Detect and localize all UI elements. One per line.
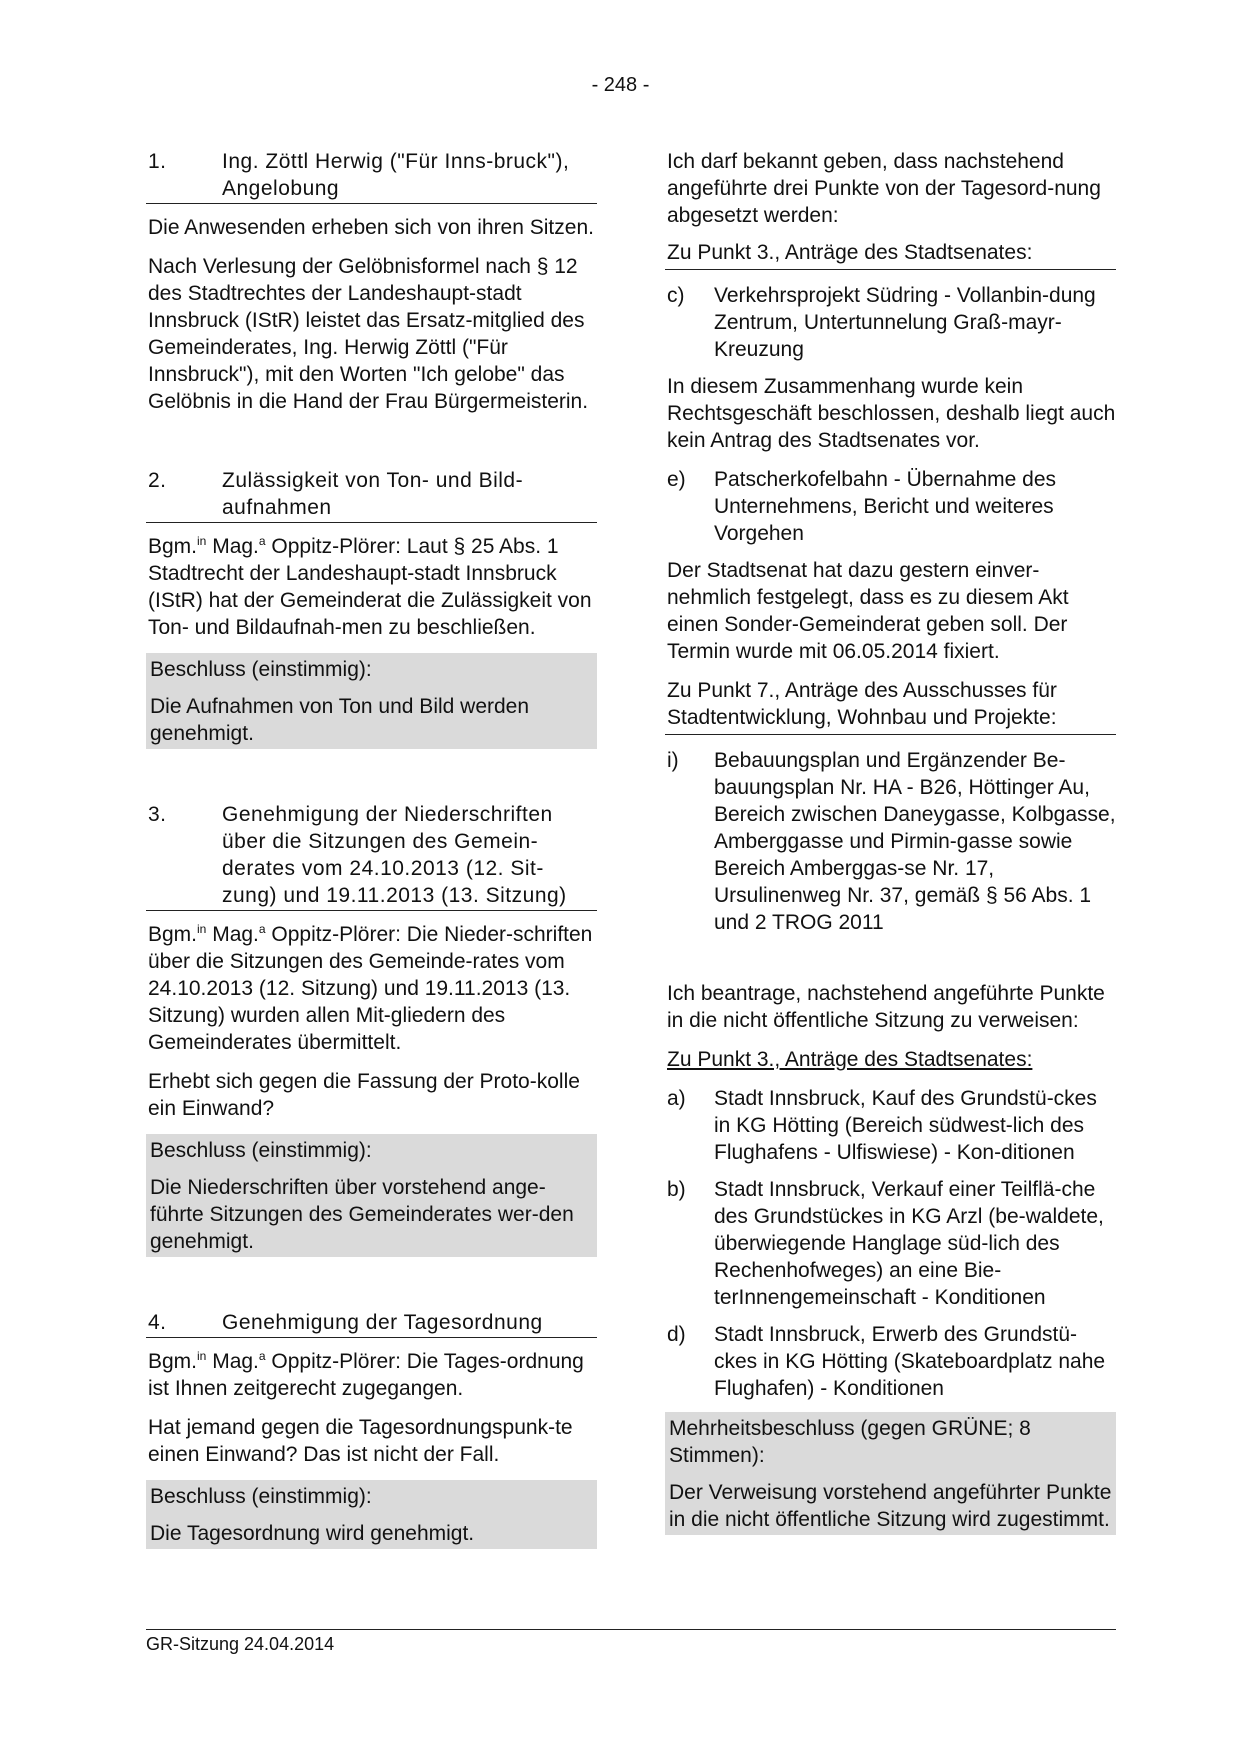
superscript: in	[197, 1349, 207, 1363]
paragraph: Ich beantrage, nachstehend angeführte Punkte in die nicht öffentliche Sitzung zu verweisen:	[667, 982, 1105, 1032]
list-item	[665, 282, 1116, 363]
list-item-label: e)	[667, 468, 686, 491]
section-number: 1.	[148, 150, 167, 173]
page-footer: GR-Sitzung 24.04.2014	[146, 1629, 1116, 1655]
speaker-title-bgm: Bgm.	[148, 1350, 198, 1373]
list-item-label: b)	[667, 1178, 686, 1201]
paragraph: Hat jemand gegen die Tagesordnungspunk-te einen Einwand? Das ist nicht der Fall.	[148, 1416, 573, 1466]
decision-label: Beschluss (einstimmig):	[150, 658, 372, 681]
section-number: 2.	[148, 469, 167, 492]
list-item-text: Stadt Innsbruck, Kauf des Grundstü-ckes in KG Hötting (Bereich südwest-lich des Flughafens - Ulfiswiese) - Kon-ditionen	[714, 1087, 1097, 1164]
underlined-subheading: Zu Punkt 3., Anträge des Stadtsenates:	[667, 1048, 1033, 1071]
list-item	[665, 466, 1116, 547]
section-number: 3.	[148, 803, 167, 826]
speaker-paragraph	[146, 921, 597, 1056]
section-heading-2	[146, 467, 597, 523]
decision-box	[665, 1412, 1116, 1535]
speaker-paragraph	[146, 1348, 597, 1402]
speaker-title-mag: Mag.	[212, 923, 259, 946]
list-item-text: Patscherkofelbahn - Übernahme des Unternehmens, Bericht und weiteres Vorgehen	[714, 468, 1057, 545]
list-item	[665, 1176, 1116, 1311]
section-title: Zulässigkeit von Ton- und Bild-aufnahmen	[222, 469, 524, 519]
subheading: Zu Punkt 3., Anträge des Stadtsenates:	[665, 239, 1116, 270]
superscript: a	[258, 1349, 266, 1363]
decision-text: Der Verweisung vorstehend angeführter Punkte in die nicht öffentliche Sitzung wird zugestimmt.	[669, 1481, 1112, 1531]
list-item-label: i)	[667, 749, 679, 772]
section-number: 4.	[148, 1311, 167, 1334]
decision-box	[146, 1480, 597, 1549]
speaker-title-mag: Mag.	[212, 535, 259, 558]
superscript: a	[258, 534, 266, 548]
decision-label: Beschluss (einstimmig):	[150, 1485, 372, 1508]
decision-label: Beschluss (einstimmig):	[150, 1139, 372, 1162]
paragraph: In diesem Zusammenhang wurde kein Rechtsgeschäft beschlossen, deshalb liegt auch kein Antrag des Stadtsenates vor.	[667, 375, 1116, 452]
decision-box	[146, 1134, 597, 1257]
speaker-title-mag: Mag.	[212, 1350, 259, 1373]
decision-text: Die Niederschriften über vorstehend ange-führte Sitzungen des Gemeinderates wer-den genehmigt.	[150, 1176, 574, 1253]
speaker-title-bgm: Bgm.	[148, 923, 198, 946]
page-number: - 248 -	[591, 74, 650, 96]
list-item	[665, 1321, 1116, 1402]
speaker-text: Oppitz-Plörer: Laut § 25 Abs. 1 Stadtrecht der Landeshaupt-stadt Innsbruck (IStR) hat der Gemeinderat die Zulässigkeit von Ton- und Bildaufnah-men zu beschließen.	[148, 535, 592, 639]
speaker-paragraph	[146, 533, 597, 641]
list-item-label: a)	[667, 1087, 686, 1110]
list-item	[665, 1085, 1116, 1166]
section-heading-3	[146, 801, 597, 911]
paragraph: Erhebt sich gegen die Fassung der Proto-kolle ein Einwand?	[148, 1070, 580, 1120]
left-column	[146, 148, 597, 1563]
subheading: Zu Punkt 7., Anträge des Ausschusses für Stadtentwicklung, Wohnbau und Projekte:	[665, 677, 1116, 735]
list-item-text: Verkehrsprojekt Südring - Vollanbin-dung Zentrum, Untertunnelung Graß-mayr-Kreuzung	[714, 284, 1096, 361]
list-item-text: Bebauungsplan und Ergänzender Be-bauungsplan Nr. HA - B26, Höttinger Au, Bereich zwischen Daneygasse, Kolbgasse, Amberggasse und Pirmin-gasse sowie Bereich Amberggas-se Nr. 17, Ursulinenweg Nr. 37, gemäß § 56 Abs. 1 und 2 TROG 2011	[714, 749, 1116, 934]
list-item-label: d)	[667, 1323, 686, 1346]
section-heading-1	[146, 148, 597, 204]
right-column	[665, 148, 1116, 1549]
paragraph: Die Anwesenden erheben sich von ihren Sitzen.	[148, 216, 594, 239]
section-heading-4	[146, 1309, 597, 1338]
decision-text: Die Aufnahmen von Ton und Bild werden genehmigt.	[150, 695, 530, 745]
paragraph: Der Stadtsenat hat dazu gestern einver-nehmlich festgelegt, dass es zu diesem Akt einen Sonder-Gemeinderat geben soll. Der Termin wurde mit 06.05.2014 fixiert.	[667, 559, 1069, 663]
decision-text: Die Tagesordnung wird genehmigt.	[150, 1522, 475, 1545]
section-title: Ing. Zöttl Herwig ("Für Inns-bruck"), Angelobung	[222, 150, 570, 200]
paragraph: Ich darf bekannt geben, dass nachstehend angeführte drei Punkte von der Tagesord-nung abgesetzt werden:	[667, 150, 1101, 227]
superscript: in	[197, 922, 207, 936]
list-item-label: c)	[667, 284, 685, 307]
speaker-title-bgm: Bgm.	[148, 535, 198, 558]
section-title: Genehmigung der Tagesordnung	[222, 1311, 543, 1334]
decision-label: Mehrheitsbeschluss (gegen GRÜNE; 8 Stimmen):	[669, 1417, 1031, 1467]
decision-box	[146, 653, 597, 749]
speaker-text: Oppitz-Plörer: Die Nieder-schriften über die Sitzungen des Gemeinde-rates vom 24.10.2013 (12. Sitzung) und 19.11.2013 (13. Sitzung) wurden allen Mit-gliedern des Gemeinderates übermittelt.	[148, 923, 593, 1054]
list-item-text: Stadt Innsbruck, Erwerb des Grundstü-ckes in KG Hötting (Skateboardplatz nahe Flughafen) - Konditionen	[714, 1323, 1106, 1400]
speaker-text: Oppitz-Plörer: Die Tages-ordnung ist Ihnen zeitgerecht zugegangen.	[148, 1350, 584, 1400]
list-item	[665, 747, 1116, 936]
superscript: a	[258, 922, 266, 936]
list-item-text: Stadt Innsbruck, Verkauf einer Teilflä-che des Grundstückes in KG Arzl (be-waldete, überwiegende Hanglage süd-lich des Rechenhofweges) an eine Bie-terInnengemeinschaft - Konditionen	[714, 1178, 1104, 1309]
paragraph: Nach Verlesung der Gelöbnisformel nach § 12 des Stadtrechtes der Landeshaupt-stadt Innsbruck (IStR) leistet das Ersatz-mitglied des Gemeinderates, Ing. Herwig Zöttl ("Für Innsbruck"), mit den Worten "Ich gelobe" das Gelöbnis in die Hand der Frau Bürgermeisterin.	[148, 255, 589, 413]
superscript: in	[197, 534, 207, 548]
section-title: Genehmigung der Niederschriften über die Sitzungen des Gemein-derates vom 24.10.2013 (12. Sit-zung) und 19.11.2013 (13. Sitzung)	[222, 803, 567, 907]
